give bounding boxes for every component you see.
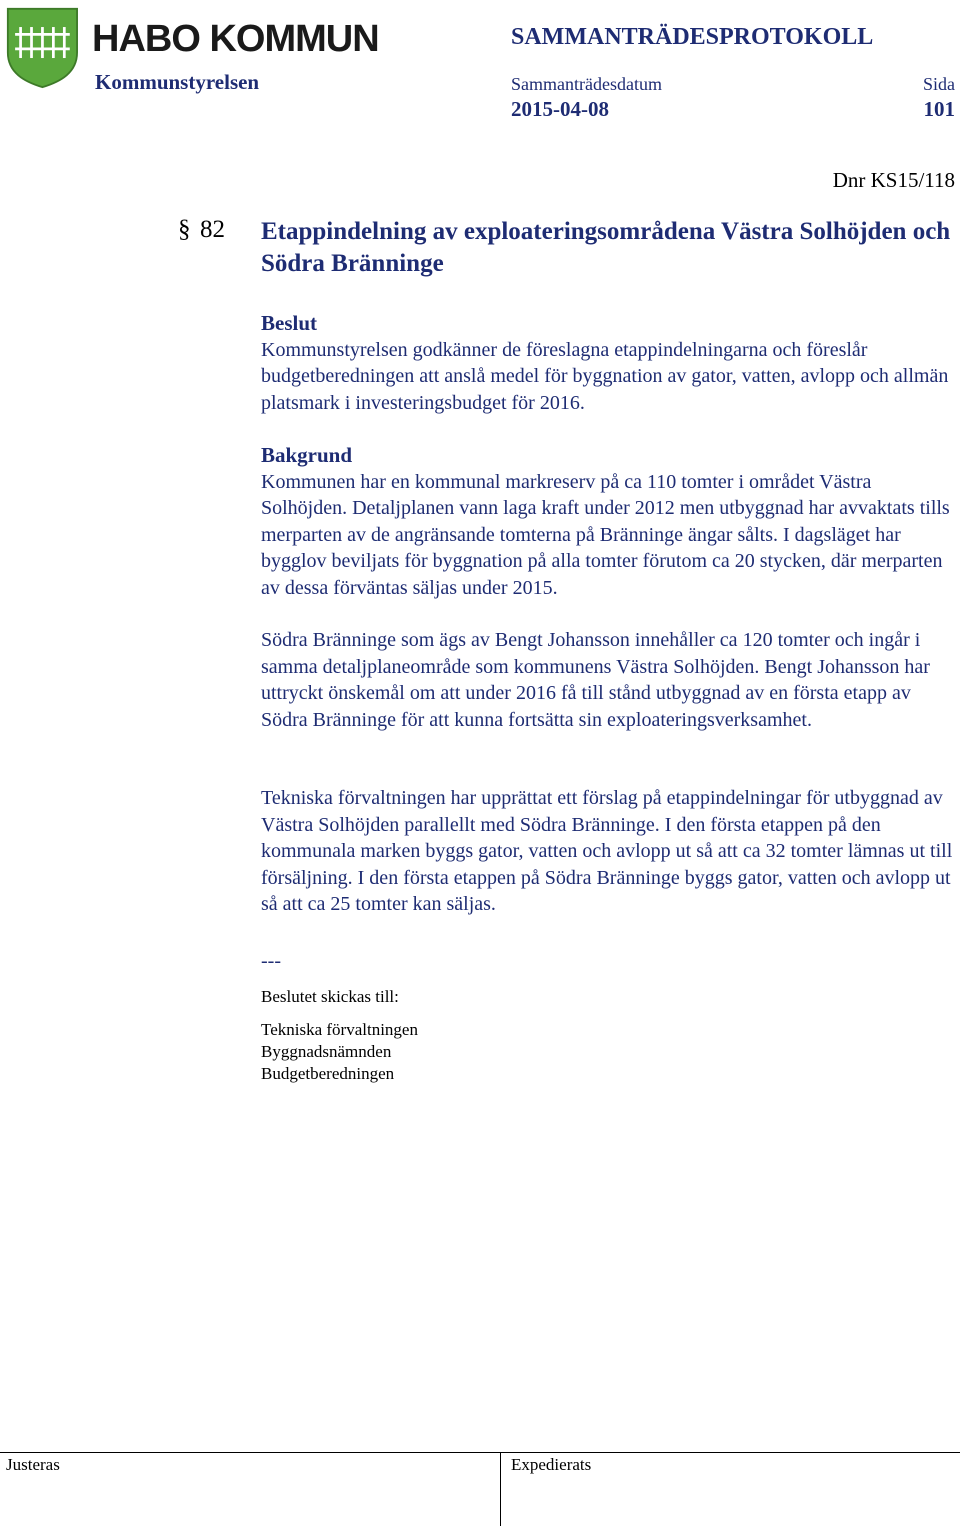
- organization: Kommunstyrelsen: [95, 70, 260, 94]
- distribution-list: [261, 1019, 418, 1085]
- habo-kommun-logo: [6, 4, 88, 92]
- date-label: Sammanträdesdatum: [511, 74, 662, 94]
- page-number: 101: [923, 97, 955, 121]
- bakgrund-paragraph-2: Södra Bränninge som ägs av Bengt Johansson innehåller ca 120 tomter och ingår i samma detaljplaneområde som kommunens Västra Solhöjden. Bengt Johansson har uttryckt önskemål om att under 2016 få till stånd utbyggnad av en första etapp av Södra Bränninge för att kunna fortsätta sin exploateringsverksamhet.: [261, 629, 930, 731]
- footer-column-divider: [500, 1452, 501, 1526]
- logo-text: HABO KOMMUN: [92, 18, 379, 60]
- footer-divider: [0, 1452, 960, 1453]
- section-title: Etappindelning av exploateringsområdena Västra Solhöjden och Södra Bränninge: [261, 218, 951, 277]
- recipient: Tekniska förvaltningen: [261, 1020, 418, 1039]
- beslut-heading: Beslut: [261, 311, 318, 335]
- meeting-date: 2015-04-08: [511, 97, 609, 121]
- beslut-text: Kommunstyrelsen godkänner de föreslagna etappindelningarna och föreslår budgetberedningen att anslå medel för byggnation av gator, vatten, avlopp och allmän platsmark i investeringsbudget för 2016.: [261, 338, 949, 414]
- bakgrund-paragraph-1: Kommunen har en kommunal markreserv på ca 110 tomter i området Västra Solhöjden. Detaljplanen vann laga kraft under 2012 men utbyggnad har avvaktats tills merparten av de angränsande tomterna på Bränninge ängar sålts. I dagsläget har bygglov beviljats för byggnation på alla tomter förutom ca 20 stycken, där merparten av dessa förväntas säljas under 2015.: [261, 470, 950, 599]
- document-type: SAMMANTRÄDESPROTOKOLL: [511, 24, 874, 50]
- diary-number: Dnr KS15/118: [832, 168, 955, 192]
- page-label: Sida: [922, 74, 955, 94]
- beslut-section: [261, 310, 956, 416]
- bakgrund-heading: Bakgrund: [261, 443, 353, 467]
- distribution-label: Beslutet skickas till:: [261, 987, 399, 1006]
- bakgrund-paragraph-3: Tekniska förvaltningen har upprättat ett förslag på etappindelningar för utbyggnad av Västra Solhöjden parallellt med Södra Bränninge. I den första etappen på den kommunala marken byggs gator, vatten och avlopp ut så att ca 32 tomter lämnas ut till försäljning. I den första etappen på Södra Bränninge byggs gator, vatten och avlopp ut så att ca 25 tomter kan säljas.: [261, 787, 953, 915]
- paragraph-number: 82: [200, 216, 225, 243]
- bakgrund-section: [261, 442, 956, 601]
- recipient: Budgetberedningen: [261, 1064, 395, 1083]
- recipient: Byggnadsnämnden: [261, 1042, 392, 1061]
- paragraph-symbol: §: [178, 216, 191, 243]
- separator: ---: [261, 950, 281, 972]
- expedierats-label: Expedierats: [511, 1455, 592, 1474]
- justeras-label: Justeras: [6, 1455, 60, 1474]
